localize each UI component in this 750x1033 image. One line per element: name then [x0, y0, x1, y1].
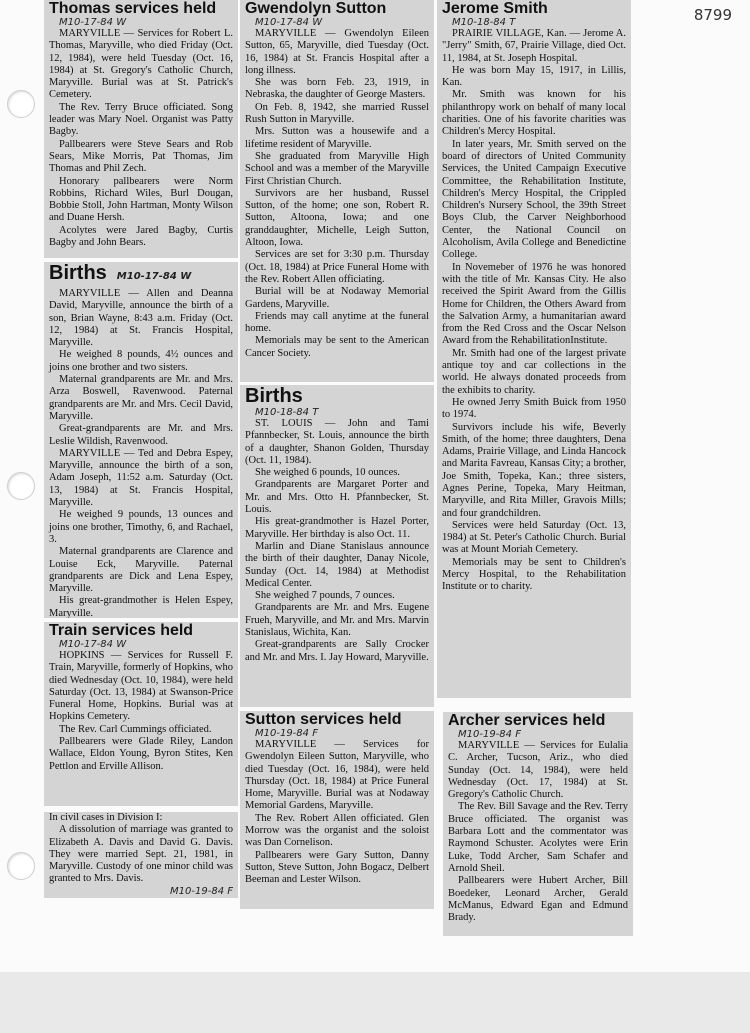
paragraph: Mrs. Sutton was a housewife and a lifetime resident of Maryville. [245, 126, 429, 150]
paragraph: In later years, Mr. Smith served on the board of directors of United Community Services, the United Campaign Executive Committee, the Rehabilitation Institute, Children's Mercy Hospital, the Crippled Children's Nursery School, the 39th Street Boys Club, the Carver Neighborhood Center, the National Council on Alcoholism, Avila College and Benedictine College. [442, 138, 626, 261]
paragraph: The Rev. Terry Bruce officiated. Song leader was Mary Noel. Organist was Patty Bagby. [49, 101, 233, 138]
paragraph: Memorials may be sent to Children's Mercy Hospital, to the Rehabilitation Institute or to charity. [442, 556, 626, 593]
paragraph: MARYVILLE — Allen and Deanna David, Maryville, announce the birth of a son, Brian Wayne, 8:43 a.m. Friday (Oct. 12, 1984) at St. Francis Hospital, Maryville. [49, 288, 233, 349]
paragraph: MARYVILLE — Services for Gwendolyn Eileen Sutton, Maryville, who died Tuesday (Oct. 16, 1984), were held Thursday (Oct. 18, 1984) at Price Funeral Home, Maryville. Burial was at Nodaway Memorial Gardens, Maryville. [245, 739, 429, 812]
paragraph: She graduated from Maryville High School and was a member of the Maryville First Christian Church. [245, 150, 429, 187]
paragraph: Pallbearers were Steve Sears and Rob Sears, Mike Morris, Pat Thomas, Jim Thomas and Phil Zech. [49, 138, 233, 175]
paragraph: A dissolution of marriage was granted to Elizabeth A. Davis and David G. Davis. They were married Sept. 21, 1981, in Maryville. Custody of one minor child was granted to Mrs. Davis. [49, 824, 233, 885]
article-body [49, 288, 233, 618]
paragraph: Grandparents are Mr. and Mrs. Eugene Frueh, Maryville, and Mr. and Mrs. Marvin Stanislaus, Wichita, Kan. [245, 602, 429, 639]
paragraph: Mr. Smith had one of the largest private antique toy and car collections in the world. He always donated proceeds from the exhibits to charity. [442, 347, 626, 396]
handwritten-date: M10-19-84 F [255, 728, 318, 739]
paragraph: His great-grandmother is Helen Espey, Maryville. [49, 595, 233, 618]
paragraph: In Novemeber of 1976 he was honored with the title of Mr. Kansas City. He also received the Spirit Award from the Gillis Home for Children, the Others Award from the Salvation Army, a humanitarian award from the Red Cross and the Oscar Nelson Award from the RehabilitationInstitute. [442, 261, 626, 347]
paragraph: Pallbearers were Hubert Archer, Bill Boedeker, Leonard Archer, Gerald McManus, Edward Egan and Edmund Brady. [448, 875, 628, 924]
paragraph: Mr. Smith was known for his philanthropy work on behalf of many local charities. One of his favorite charities was Children's Mercy Hospital. [442, 89, 626, 138]
clipping-train-services [44, 622, 238, 806]
handwritten-date: M10-18-84 T [255, 407, 319, 418]
article-body [245, 739, 429, 887]
paragraph: Honorary pallbearers were Norm Robbins, Richard Wiles, Burl Dougan, Bobbie Stoll, John Hartman, Monty Wilson and Duane Hersh. [49, 175, 233, 224]
paragraph: The Rev. Robert Allen officiated. Glen Morrow was the organist and the soloist was Dan Cornelison. [245, 812, 429, 849]
paragraph: ST. LOUIS — John and Tami Pfannbecker, St. Louis, announce the birth of a daughter, Shanon Golden, Thursday (Oct. 11, 1984). [245, 418, 429, 466]
article-body [49, 812, 233, 898]
paragraph: She weighed 7 pounds, 7 ounces. [255, 590, 395, 602]
paragraph: Marlin and Diane Stanislaus announce the birth of their daughter, Danay Nicole, Sunday (Oct. 14, 1984) at Methodist Medical Center. [245, 540, 429, 589]
handwritten-date: M10-19-84 F [458, 729, 521, 740]
paragraph: He owned Jerry Smith Buick from 1950 to 1974. [442, 396, 626, 421]
headline: Train services held [49, 622, 194, 639]
handwritten-date: M10-17-84 W [59, 17, 127, 28]
page-bottom-edge [0, 972, 750, 1033]
article-body [49, 650, 233, 773]
clipping-births-2 [240, 385, 434, 707]
handwritten-date: M10-17-84 W [255, 17, 323, 28]
clipping-civil-cases [44, 812, 238, 898]
paragraph: Services are set for 3:30 p.m. Thursday (Oct. 18, 1984) at Price Funeral Home with the Rev. Robert Allen officiating. [245, 249, 429, 285]
paragraph: MARYVILLE — Gwendolyn Eileen Sutton, 65, Maryville, died Tuesday (Oct. 16, 1984) at St. Francis Hospital after a long illness. [245, 28, 429, 76]
binder-hole-middle [7, 472, 35, 500]
handwritten-date: M10-19-84 F [170, 885, 233, 897]
paragraph: MARYVILLE — Services for Eulalia C. Archer, Tucson, Ariz., who died Sunday (Oct. 14, 1984), were held Wednesday (Oct. 17, 1984) at St. Gregory's Catholic Church. [448, 740, 628, 801]
handwritten-date: M10-18-84 T [452, 17, 516, 28]
paragraph: He was born May 15, 1917, in Lillis, Kan. [442, 64, 626, 89]
paragraph: Great-grandparents are Mr. and Mrs. Leslie Wildish, Ravenwood. [49, 423, 233, 447]
paragraph: She weighed 6 pounds, 10 ounces. [255, 467, 400, 479]
paragraph: Acolytes were Jared Bagby, Curtis Bagby and John Bears. [49, 224, 233, 249]
binder-hole-top [7, 90, 35, 118]
paragraph: MARYVILLE — Services for Robert L. Thomas, Maryville, who died Friday (Oct. 12, 1984), were held Tuesday (Oct. 16, 1984) at St. Gregory's Catholic Church, Maryville. Burial was at St. Patrick's Cemetery. [49, 28, 233, 101]
headline: Births [245, 385, 303, 407]
subhead: In civil cases in Division I: [49, 812, 163, 823]
paragraph: Friends may call anytime at the funeral home. [245, 310, 429, 335]
paragraph: Grandparents are Margaret Porter and Mr. and Mrs. Otto H. Pfannbecker, St. Louis. [245, 479, 429, 516]
handwritten-date: M10-17-84 W [59, 639, 127, 650]
paragraph: Great-grandparents are Sally Crocker and Mr. and Mrs. I. Jay Howard, Maryville. [245, 639, 429, 663]
paragraph: Memorials may be sent to the American Cancer Society. [245, 335, 429, 359]
headline: Archer services held [448, 712, 606, 729]
article-body [245, 418, 429, 664]
page-number: 8799 [693, 6, 732, 24]
paragraph: She was born Feb. 23, 1919, in Nebraska, the daughter of George Masters. [245, 77, 429, 101]
clipping-sutton-services [240, 711, 434, 909]
paragraph: The Rev. Bill Savage and the Rev. Terry Bruce officiated. The organist was Barbara Lott and the commentator was Raymond Schuster. Acolytes were Erin Luke, Todd Archer, Sam Schafer and Arnold Sheil. [448, 801, 628, 874]
paragraph: Maternal grandparents are Clarence and Louise Eck, Maryville. Paternal grandparents are Dick and Lena Espey, Maryville. [49, 546, 233, 595]
binder-hole-bottom [7, 852, 35, 880]
headline: Jerome Smith [442, 0, 548, 17]
clipping-births-1 [44, 262, 238, 618]
handwritten-date: M10-17-84 W [116, 271, 192, 282]
paragraph: Pallbearers were Glade Riley, Landon Wallace, Eldon Young, Byron Stites, Ken Pettlon and Erville Allison. [49, 736, 233, 772]
clipping-archer-services [443, 712, 633, 936]
article-body [442, 28, 626, 594]
paragraph: Survivors include his wife, Beverly Smith, of the home; three daughters, Dena Adams, Prairie Village, and Linda Hancock and Marita Favreau, Kansas City; a brother, Joe Smith, Topeka, Kan.; three sisters, Agnes Perine, Topeka, Mary Heitman, Maryville, and Rita Miller, Gravois Mills; and four grandchildren. [442, 421, 626, 519]
article-body [245, 28, 429, 360]
paragraph: HOPKINS — Services for Russell F. Train, Maryville, formerly of Hopkins, who died Wednesday (Oct. 10, 1984), were held Saturday (Oct. 13, 1984) at Swanson-Price Funeral Home, Hopkins. Burial was at Hopkins Cemetery. [49, 650, 233, 723]
paragraph: The Rev. Carl Cummings officiated. [59, 723, 212, 735]
paragraph: Survivors are her husband, Russel Sutton, of the home; one son, Robert R. Sutton, Altoona, Iowa; and one granddaughter, Michelle, Leigh Sutton, Altoon, Iowa. [245, 187, 429, 249]
paragraph: Maternal grandparents are Mr. and Mrs. Arza Boswell, Ravenwood. Paternal grandparents are Mr. and Mrs. Cecil David, Maryville. [49, 374, 233, 422]
headline: Sutton services held [245, 711, 402, 728]
paragraph: He weighed 8 pounds, 4½ ounces and joins one brother and two sisters. [49, 349, 233, 373]
article-body [49, 28, 233, 249]
headline: Thomas services held [49, 0, 217, 17]
paragraph: His great-grandmother is Hazel Porter, Maryville. Her birthday is also Oct. 11. [245, 516, 429, 540]
paragraph: Pallbearers were Gary Sutton, Danny Sutton, Steve Sutton, John Bogacz, Delbert Beeman and Lester Wilson. [245, 849, 429, 886]
paragraph: He weighed 9 pounds, 13 ounces and joins one brother, Timothy, 6, and Rachael, 3. [49, 509, 233, 545]
paragraph: Services were held Saturday (Oct. 13, 1984) at St. Peter's Catholic Church. Burial was at Mount Moriah Cemetery. [442, 519, 626, 556]
paragraph: On Feb. 8, 1942, she married Russel Rush Sutton in Maryville. [245, 101, 429, 126]
paragraph: PRAIRIE VILLAGE, Kan. — Jerome A. "Jerry" Smith, 67, Prairie Village, died Oct. 11, 1984, at St. Joseph Hospital. [442, 28, 626, 64]
paragraph: Burial will be at Nodaway Memorial Gardens, Maryville. [245, 286, 429, 310]
headline: Births M10-17-84 W [49, 262, 192, 284]
clipping-gwendolyn-sutton [240, 0, 434, 382]
article-body [448, 740, 628, 924]
paragraph: MARYVILLE — Ted and Debra Espey, Maryville, announce the birth of a son, Adam Joseph, 11:52 a.m. Saturday (Oct. 13, 1984) at St. Francis Hospital, Maryville. [49, 447, 233, 509]
clipping-thomas-services [44, 0, 238, 258]
headline: Gwendolyn Sutton [245, 0, 387, 17]
clipping-jerome-smith [437, 0, 631, 698]
